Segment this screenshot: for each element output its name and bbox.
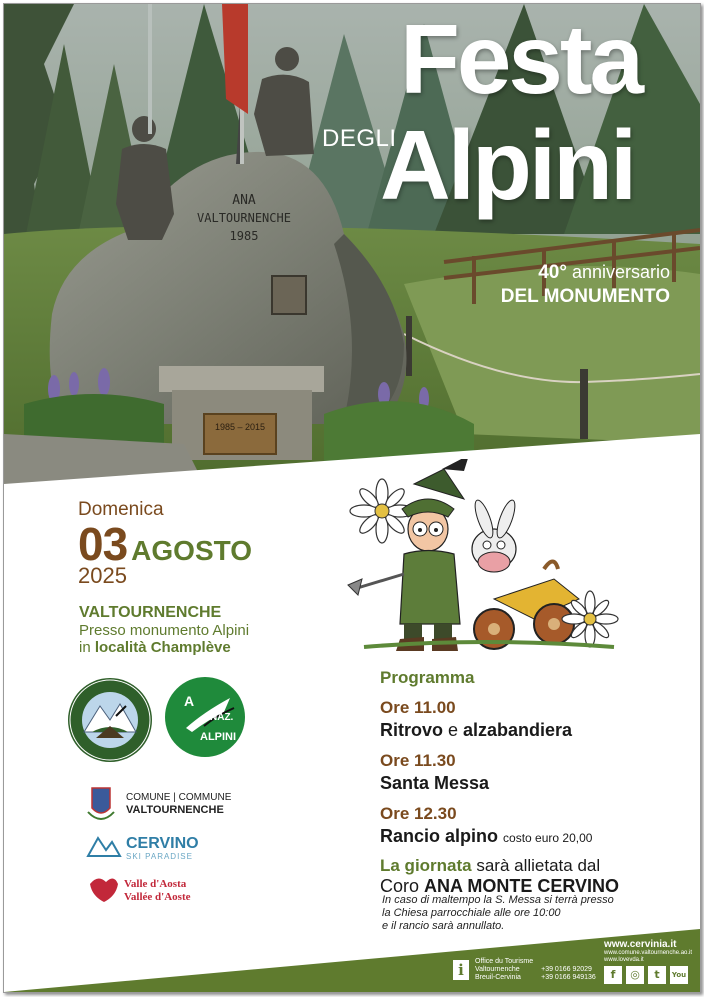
tourist-office: [453, 958, 596, 982]
date-weekday: Domenica: [78, 499, 164, 520]
program-event-1: [380, 720, 680, 741]
title-block: [4, 4, 700, 324]
weather-note: [382, 894, 632, 933]
naz-ans: A: [184, 693, 195, 709]
naz-line2: ALPINI: [200, 731, 237, 743]
anniversary-line: [538, 262, 670, 284]
website-2[interactable]: www.comune.valtournenche.ao.it: [604, 950, 693, 956]
place-line3-b: località Champlève: [94, 639, 231, 656]
date-day: 03: [78, 518, 128, 570]
place-line2: Presso monumento Alpini: [79, 622, 250, 639]
cervino-logo: [86, 830, 236, 864]
office-line-2: Valtournenche: [475, 966, 520, 973]
monument-text-1: ANA: [232, 193, 256, 208]
twitter-icon[interactable]: t: [648, 966, 666, 984]
title-alpini: Alpini: [380, 110, 635, 220]
website-1[interactable]: www.cervinia.it: [604, 939, 677, 950]
anniversary-number: 40°: [538, 262, 567, 283]
comune-label: COMUNE | COMMUNE: [126, 792, 232, 803]
office-line-1: Office du Tourisme: [475, 958, 534, 965]
program-time-1: Ore 11.00: [380, 698, 456, 717]
valle-daosta-logo: [86, 872, 206, 906]
note-line-1: In caso di maltempo la S. Messa si terrà presso: [382, 894, 614, 906]
ana-valtournenche-logo: [66, 676, 154, 764]
program-event-1-b: e: [443, 720, 464, 740]
youtube-icon[interactable]: You: [670, 966, 688, 984]
info-icon: i: [453, 960, 469, 980]
note-line-3: e il rancio sarà annullato.: [382, 920, 505, 932]
naz-line1: NAZ.: [210, 712, 234, 723]
date-year: 2025: [78, 563, 127, 588]
plaque-text: 1985 – 2015: [214, 422, 266, 432]
program-event-1-a: Ritrovo: [380, 720, 443, 740]
program-giornata: [380, 855, 680, 897]
coro-b: ANA MONTE CERVINO: [424, 876, 620, 896]
vda-fr: Vallée d'Aoste: [124, 891, 191, 903]
monument-text-2: VALTOURNENCHE: [197, 211, 291, 225]
program: [380, 668, 680, 897]
event-place: [79, 604, 359, 656]
title-degli: DEGLI: [322, 125, 397, 152]
instagram-icon[interactable]: ◎: [626, 966, 644, 984]
giornata-a: La giornata: [380, 856, 472, 875]
anniversary-word: anniversario: [571, 262, 670, 282]
poster: [3, 3, 701, 993]
cartoon-illustration: [344, 459, 634, 659]
website-3[interactable]: www.lovevda.it: [604, 957, 644, 963]
program-heading: Programma: [380, 668, 475, 687]
facebook-icon[interactable]: f: [604, 966, 622, 984]
program-time-2: Ore 11.30: [380, 751, 456, 770]
vda-it: Valle d'Aosta: [124, 878, 187, 890]
anniversary-subtitle: DEL MONUMENTO: [500, 286, 670, 307]
program-event-3-note: costo euro 20,00: [503, 831, 593, 845]
program-event-3: [380, 826, 680, 847]
program-event-1-c: alzabandiera: [463, 720, 573, 740]
place-line3-a: in: [79, 639, 95, 656]
event-date: [78, 499, 252, 589]
place-town: VALTOURNENCHE: [79, 604, 222, 621]
program-event-3-a: Rancio alpino: [380, 826, 499, 846]
coro-a: Coro: [380, 876, 425, 896]
tel-2: +39 0166 949136: [541, 974, 596, 981]
cervino-sub: SKI PARADISE: [126, 852, 193, 861]
date-month: AGOSTO: [131, 535, 253, 566]
tel-1: +39 0166 92029: [541, 966, 592, 973]
ans-naz-alpini-logo: [164, 676, 246, 758]
websites: [604, 939, 692, 964]
program-event-2: Santa Messa: [380, 773, 490, 793]
cervino-name: CERVINO: [126, 835, 199, 852]
comune-name: VALTOURNENCHE: [126, 804, 224, 816]
social-icons: [604, 966, 688, 984]
monument-text-3: 1985: [229, 229, 259, 243]
title-festa: Festa: [400, 4, 642, 114]
place-line3: [79, 639, 359, 656]
office-line-3: Breuil-Cervinia: [475, 974, 521, 981]
giornata-b: sarà allietata dal: [471, 856, 601, 875]
program-time-3: Ore 12.30: [380, 804, 457, 823]
comune-valtournenche-logo: [86, 782, 246, 824]
note-line-2: la Chiesa parrocchiale alle ore 10:00: [382, 907, 561, 919]
